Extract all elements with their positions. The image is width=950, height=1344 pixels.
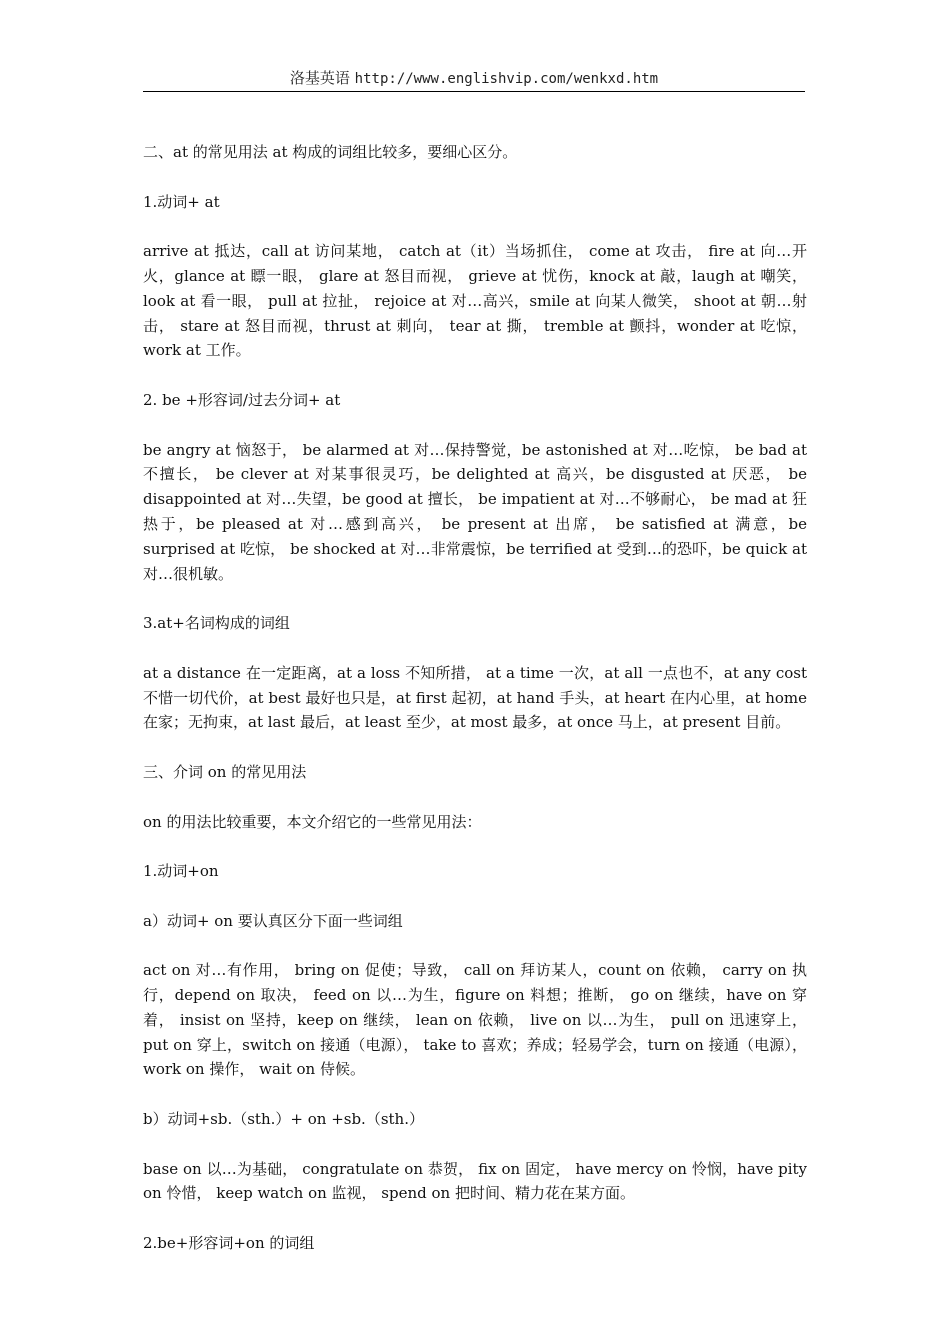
subheading-verb-at: 1.动词+ at [143, 192, 220, 211]
subheading-verb-on-b: b）动词+sb.（sth.）+ on +sb.（sth.） [143, 1110, 424, 1129]
paragraph-on-intro: on 的用法比较重要，本文介绍它的一些常见用法： [143, 812, 482, 831]
document-body [143, 140, 807, 1281]
paragraph-at-noun-list: at a distance 在一定距离，at a loss 不知所措， at a time 一次，at all 一点也不，at any cost 不惜一切代价，at best 最好也只是，at first 起初，at hand 手头，at heart 在内心里，at home 在家；无拘束，at last 最后，at least 至少，at most 最多，at once 马上，at present 目前。 [143, 663, 807, 732]
section-heading-at: 二、at 的常见用法 at 构成的词组比较多，要细心区分。 [143, 143, 518, 161]
paragraph-verb-on-list: act on 对…有作用， bring on 促使；导致， call on 拜访某人，count on 依赖， carry on 执行，depend on 取决， feed on 以…为生，figure on 料想；推断， go on 继续，have on 穿着， insist on 坚持，keep on 继续， lean on 依赖， live on 以…为生， pull on 迅速穿上，put on 穿上，switch on 接通（电源）， take to 喜欢；养成；轻易学会，turn on 接通（电源）， work on 操作， wait on 侍候。 [143, 961, 807, 1079]
site-name: 洛基英语 [289, 69, 350, 87]
subheading-at-noun: 3.at+名词构成的词组 [143, 614, 290, 633]
page-header [143, 66, 805, 91]
subheading-be-adj-on: 2.be+形容词+on 的词组 [143, 1234, 315, 1253]
subheading-be-adj-at: 2. be +形容词/过去分词+ at [143, 390, 341, 409]
site-url[interactable]: http://www.englishvip.com/wenkxd.htm [354, 71, 659, 87]
paragraph-verb-at-list: arrive at 抵达，call at 访问某地， catch at（it）当场抓住， come at 攻击， fire at 向…开火，glance at 瞟一眼， glare at 怒目而视， grieve at 忧伤，knock at 敲，laugh at 嘲笑， look at 看一眼， pull at 拉扯， rejoice at 对…高兴，smile at 向某人微笑， shoot at 朝…射击， stare at 怒目而视，thrust at 刺向， tear at 撕， tremble at 颤抖，wonder at 吃惊，work at 工作。 [143, 242, 807, 360]
header-divider [143, 91, 805, 92]
subheading-verb-on-a: a）动词+ on 要认真区分下面一些词组 [143, 911, 403, 930]
paragraph-be-adj-at-list: be angry at 恼怒于， be alarmed at 对…保持警觉，be astonished at 对…吃惊， be bad at 不擅长， be clever at 对某事很灵巧，be delighted at 高兴，be disgusted at 厌恶， be disappointed at 对…失望，be good at 擅长， be impatient at 对…不够耐心， be mad at 狂热于，be pleased at 对…感到高兴， be present at 出席， be satisfied at 满意，be surprised at 吃惊， be shocked at 对…非常震惊，be terrified at 受到…的恐吓，be quick at 对…很机敏。 [143, 440, 807, 583]
paragraph-verb-sb-on-list: base on 以…为基础， congratulate on 恭贺， fix on 固定， have mercy on 怜悯，have pity on 怜惜， keep watch on 监视， spend on 把时间、精力花在某方面。 [143, 1159, 807, 1203]
section-heading-on: 三、介词 on 的常见用法 [143, 762, 307, 781]
subheading-verb-on: 1.动词+on [143, 862, 219, 881]
